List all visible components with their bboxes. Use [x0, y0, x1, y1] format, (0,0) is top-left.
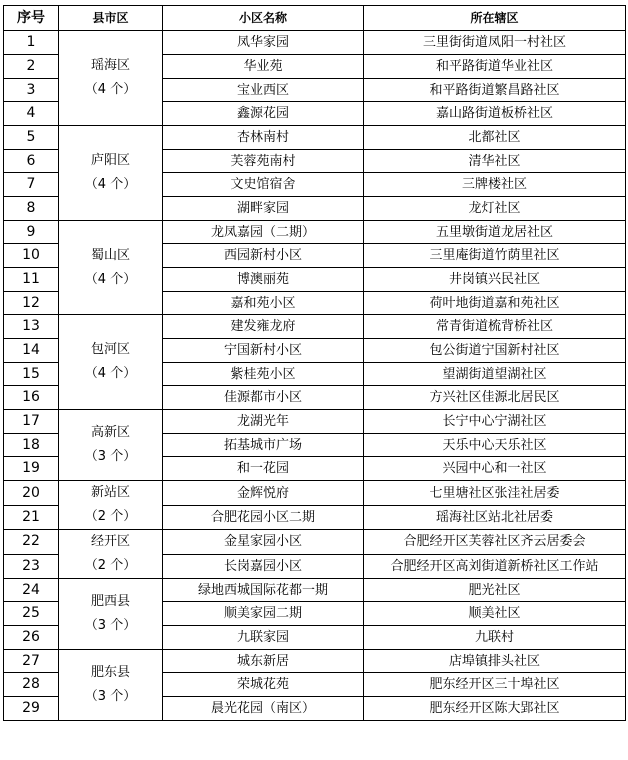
cell-seq: 26	[4, 626, 59, 650]
cell-jurisdiction: 三里庵街道竹荫里社区	[364, 244, 626, 268]
table-row	[4, 650, 626, 673]
district-count: （4 个）	[84, 82, 137, 97]
district-count: （4 个）	[84, 177, 137, 192]
cell-community: 佳源都市小区	[163, 386, 364, 410]
district-name: 肥东县	[90, 665, 130, 680]
cell-jurisdiction: 包公街道宁国新村社区	[364, 339, 626, 363]
cell-community: 杏林南村	[163, 126, 364, 150]
cell-community: 荣城花苑	[163, 673, 364, 697]
cell-jurisdiction: 肥东经开区陈大郢社区	[364, 697, 626, 721]
community-table	[3, 5, 626, 721]
cell-jurisdiction: 望湖街道望湖社区	[364, 363, 626, 386]
cell-community: 建发雍龙府	[163, 315, 364, 339]
district-name: 蜀山区	[90, 247, 130, 263]
cell-district	[59, 410, 163, 481]
cell-seq: 6	[4, 150, 59, 173]
cell-seq: 23	[4, 554, 59, 579]
cell-district	[59, 481, 163, 530]
cell-jurisdiction: 三牌楼社区	[364, 173, 626, 197]
cell-community: 合肥花园小区二期	[163, 506, 364, 530]
cell-district	[59, 126, 163, 221]
cell-community: 博澳丽苑	[163, 268, 364, 292]
cell-community: 湖畔家园	[163, 197, 364, 221]
header-seq: 序号	[4, 6, 59, 31]
cell-community: 宁国新村小区	[163, 339, 364, 363]
cell-district	[59, 530, 163, 579]
cell-district	[59, 579, 163, 650]
header-district: 县市区	[59, 6, 163, 31]
district-count: （2 个）	[84, 509, 137, 524]
table-header-row	[4, 6, 626, 31]
cell-seq: 10	[4, 244, 59, 268]
cell-jurisdiction: 方兴社区佳源北居民区	[364, 386, 626, 410]
cell-seq: 7	[4, 173, 59, 197]
table-row	[4, 530, 626, 555]
cell-jurisdiction: 七里塘社区张洼社居委	[364, 481, 626, 506]
district-name: 庐阳区	[90, 153, 130, 168]
district-name: 新站区	[90, 485, 130, 500]
cell-seq: 11	[4, 268, 59, 292]
cell-seq: 25	[4, 602, 59, 626]
cell-community: 城东新居	[163, 650, 364, 673]
cell-jurisdiction: 龙灯社区	[364, 197, 626, 221]
district-name: 瑶海区	[90, 58, 130, 73]
cell-seq: 5	[4, 126, 59, 150]
district-name: 包河区	[90, 342, 130, 357]
district-count: （3 个）	[84, 618, 137, 633]
cell-seq: 1	[4, 31, 59, 55]
cell-jurisdiction: 和平路街道华业社区	[364, 55, 626, 79]
cell-jurisdiction: 清华社区	[364, 150, 626, 173]
table-row	[4, 315, 626, 339]
district-name: 经开区	[90, 534, 130, 549]
cell-jurisdiction: 常青街道梳背桥社区	[364, 315, 626, 339]
cell-seq: 13	[4, 315, 59, 339]
cell-community: 和一花园	[163, 457, 364, 481]
cell-community: 龙凤嘉园（二期）	[163, 221, 364, 244]
cell-seq: 16	[4, 386, 59, 410]
cell-jurisdiction: 兴园中心和一社区	[364, 457, 626, 481]
cell-community: 九联家园	[163, 626, 364, 650]
cell-jurisdiction: 瑶海社区站北社居委	[364, 506, 626, 530]
cell-community: 华业苑	[163, 55, 364, 79]
cell-jurisdiction: 长宁中心宁湖社区	[364, 410, 626, 434]
cell-jurisdiction: 天乐中心天乐社区	[364, 434, 626, 457]
cell-community: 龙湖光年	[163, 410, 364, 434]
cell-seq: 27	[4, 650, 59, 673]
cell-jurisdiction: 肥东经开区三十埠社区	[364, 673, 626, 697]
cell-district	[59, 315, 163, 410]
cell-jurisdiction: 顺美社区	[364, 602, 626, 626]
cell-community: 嘉和苑小区	[163, 292, 364, 315]
cell-community: 文史馆宿舍	[163, 173, 364, 197]
cell-community: 晨光花园（南区）	[163, 697, 364, 721]
cell-jurisdiction: 荷叶地街道嘉和苑社区	[364, 292, 626, 315]
header-jurisdiction: 所在辖区	[364, 6, 626, 31]
cell-jurisdiction: 肥光社区	[364, 579, 626, 602]
cell-jurisdiction: 三里街街道凤阳一村社区	[364, 31, 626, 55]
table-row	[4, 481, 626, 506]
cell-jurisdiction: 九联村	[364, 626, 626, 650]
district-count: （4 个）	[84, 271, 137, 287]
cell-community: 西园新村小区	[163, 244, 364, 268]
cell-seq: 4	[4, 102, 59, 126]
cell-community: 顺美家园二期	[163, 602, 364, 626]
cell-seq: 14	[4, 339, 59, 363]
cell-seq: 19	[4, 457, 59, 481]
district-name: 肥西县	[90, 594, 130, 609]
cell-district	[59, 221, 163, 315]
cell-seq: 20	[4, 481, 59, 506]
cell-jurisdiction: 合肥经开区芙蓉社区齐云居委会	[364, 530, 626, 555]
cell-community: 鑫源花园	[163, 102, 364, 126]
table-row	[4, 31, 626, 55]
cell-district	[59, 650, 163, 721]
cell-seq: 2	[4, 55, 59, 79]
cell-seq: 18	[4, 434, 59, 457]
table-row	[4, 221, 626, 244]
cell-jurisdiction: 北都社区	[364, 126, 626, 150]
cell-community: 紫桂苑小区	[163, 363, 364, 386]
district-name: 高新区	[90, 425, 130, 440]
table-row	[4, 126, 626, 150]
cell-seq: 17	[4, 410, 59, 434]
table-row	[4, 410, 626, 434]
cell-seq: 21	[4, 506, 59, 530]
cell-community: 绿地西城国际花都一期	[163, 579, 364, 602]
cell-seq: 22	[4, 530, 59, 555]
cell-community: 金辉悦府	[163, 481, 364, 506]
cell-seq: 3	[4, 79, 59, 102]
district-count: （4 个）	[84, 366, 137, 381]
cell-community: 宝业西区	[163, 79, 364, 102]
district-count: （2 个）	[84, 558, 137, 573]
cell-seq: 15	[4, 363, 59, 386]
table-body	[4, 31, 626, 721]
cell-jurisdiction: 嘉山路街道板桥社区	[364, 102, 626, 126]
table-row	[4, 579, 626, 602]
cell-jurisdiction: 井岗镇兴民社区	[364, 268, 626, 292]
cell-seq: 9	[4, 221, 59, 244]
cell-community: 芙蓉苑南村	[163, 150, 364, 173]
cell-district	[59, 31, 163, 126]
cell-seq: 24	[4, 579, 59, 602]
cell-jurisdiction: 店埠镇排头社区	[364, 650, 626, 673]
cell-community: 长岗嘉园小区	[163, 554, 364, 579]
cell-community: 金星家园小区	[163, 530, 364, 555]
cell-jurisdiction: 和平路街道繁昌路社区	[364, 79, 626, 102]
cell-seq: 28	[4, 673, 59, 697]
cell-seq: 29	[4, 697, 59, 721]
district-count: （3 个）	[84, 689, 137, 704]
cell-jurisdiction: 合肥经开区高刘街道新桥社区工作站	[364, 554, 626, 579]
header-community: 小区名称	[163, 6, 364, 31]
cell-seq: 8	[4, 197, 59, 221]
district-count: （3 个）	[84, 449, 137, 464]
cell-community: 拓基城市广场	[163, 434, 364, 457]
cell-seq: 12	[4, 292, 59, 315]
cell-community: 凤华家园	[163, 31, 364, 55]
cell-jurisdiction: 五里墩街道龙居社区	[364, 221, 626, 244]
